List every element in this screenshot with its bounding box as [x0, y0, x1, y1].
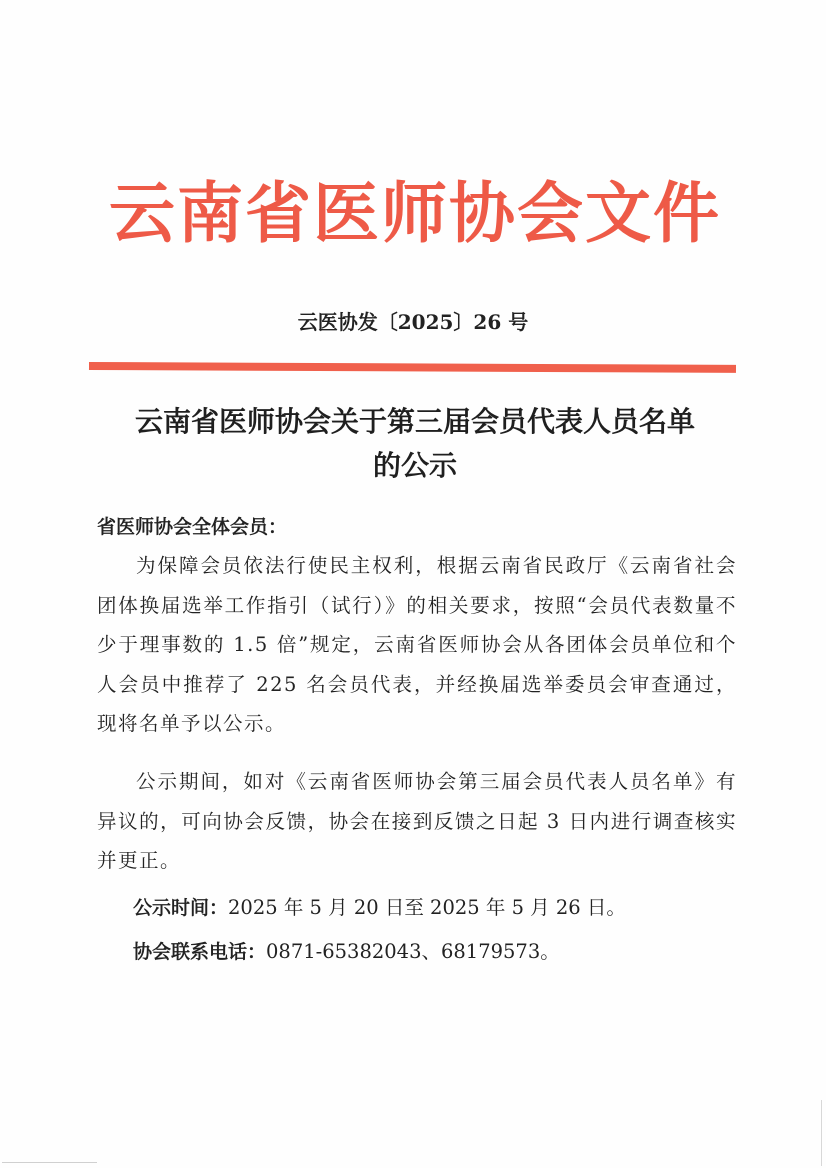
- notice-title-line-1: 云南省医师协会关于第三届会员代表人员名单: [134, 405, 695, 438]
- publicity-period-label: 公示时间：: [133, 897, 229, 919]
- notice-title: [90, 400, 740, 488]
- document-header-title: 云南省医师协会文件: [109, 174, 721, 252]
- salutation: 省医师协会全体会员：: [97, 516, 288, 538]
- document-number: 云医协发〔2025〕26 号: [297, 310, 529, 334]
- scan-edge-right: [821, 1100, 822, 1166]
- notice-title-line-2: 的公示: [372, 449, 457, 482]
- publicity-period-value: 2025 年 5 月 20 日至 2025 年 5 月 26 日。: [228, 896, 626, 919]
- contact-phone-label: 协会联系电话：: [133, 941, 267, 963]
- contact-phone: [133, 937, 753, 967]
- body-paragraph-2: 公示期间，如对《云南省医师协会第三届会员代表人员名单》有异议的，可向协会反馈，协会在接到反馈之日起 3 日内进行调查核实并更正。: [97, 770, 737, 872]
- scan-edge-bottom: [2, 1162, 97, 1163]
- body-paragraph-1: 为保障会员依法行使民主权利，根据云南省民政厅《云南省社会团体换届选举工作指引（试行）》的相关要求，按照“会员代表数量不少于理事数的 1.5 倍”规定，云南省医师协会从各团体会员单位和个人会员中推荐了 225 名会员代表，并经换届选举委员会审查通过，现将名单予以公示。: [97, 554, 737, 735]
- publicity-period: [133, 893, 753, 923]
- contact-phone-value: 0871-65382043、68179573。: [266, 940, 560, 963]
- red-divider-rule: [89, 362, 736, 373]
